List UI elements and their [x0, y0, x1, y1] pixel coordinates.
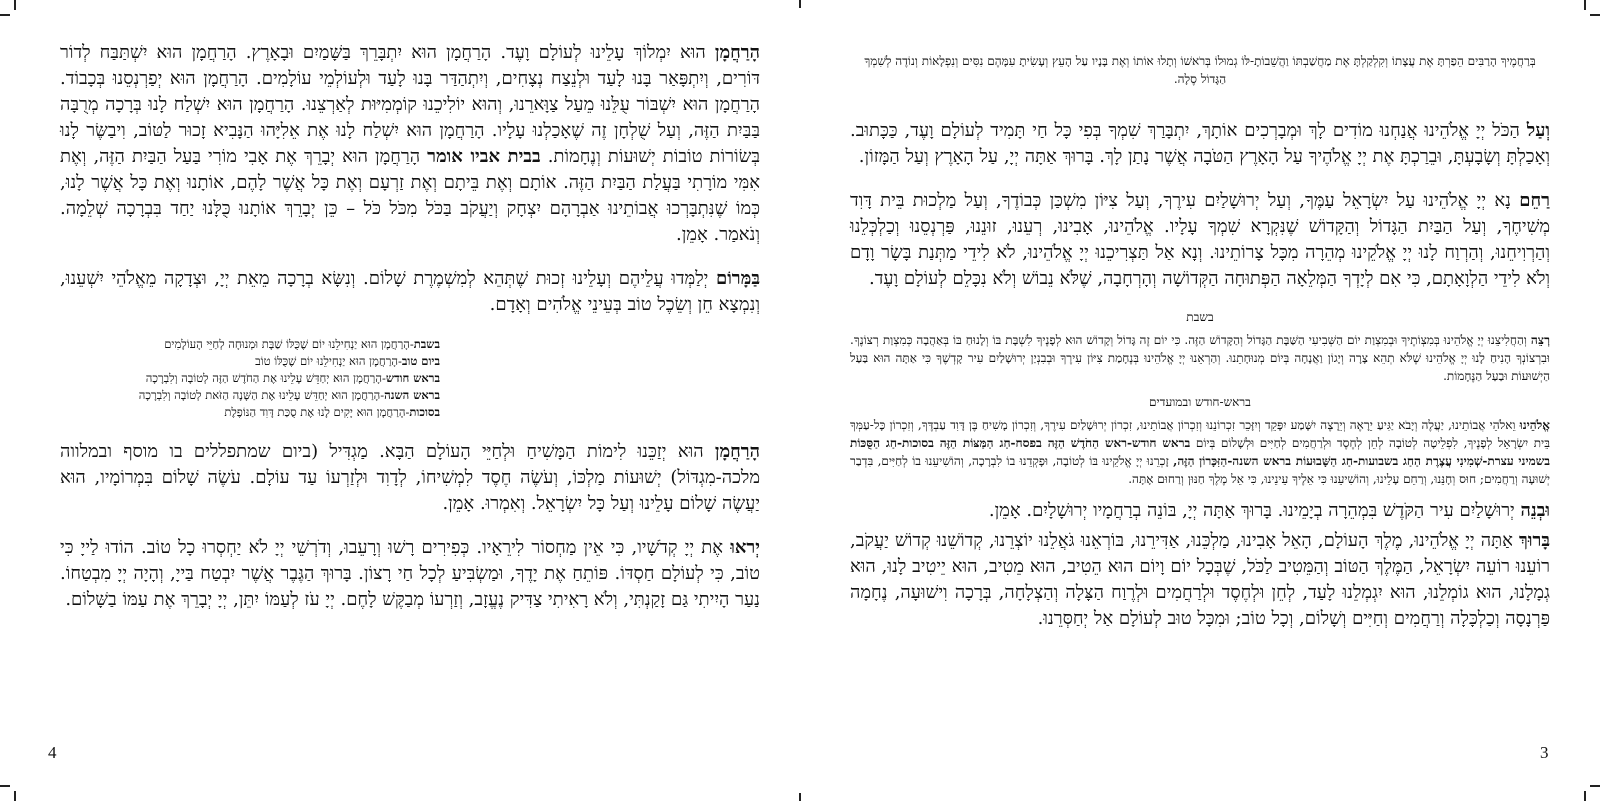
- section-title-shabbat: בשבת: [1186, 310, 1214, 324]
- paragraph-text: נָא יְיָ אֱלֹהֵינוּ עַל יִשְׂרָאֵל עַמֶּךָ, וְעַל יְרוּשָׁלַיִם עִירֶךָ, וְעַל צִיּוֹן מִשְׁכַּן כְּבוֹדֶךָ, וְעַל מַלְכוּת בֵּית דָּוִד מְשִׁיחֶךָ, וְעַל הַבַּיִת הַגָּדוֹל וְהַקָּדוֹשׁ שֶׁנִּקְרָא שִׁמְךָ עָלָיו. אֱלֹהֵינוּ, אָבִינוּ, רְעֵנוּ, זוּנֵנוּ, פַּרְנְסֵנוּ וְכַלְכְּלֵנוּ וְהַרְוִיחֵנוּ, וְהַרְוַח לָנוּ יְיָ אֱלֹקֵינוּ מְהֵרָה מִכָּל צָרוֹתֵינוּ. וְנָא אַל תַּצְרִיכֵנוּ יְיָ אֱלֹהֵינוּ, לֹא לִידֵי מַתְּנַת בָּשָׂר וָדָם וְלֹא לִידֵי הַלְוָאָתָם, כִּי אִם לְיָדְךָ הַמְּלֵאָה הַפְּתוּחָה הַקְּדוֹשָׁה וְהָרְחָבָה, שֶׁלֹּא נֵבוֹשׁ וְלֹא נִכָּלֵם לְעוֹלָם וָעֶד.: [850, 190, 1550, 289]
- crop-mark: [1590, 785, 1600, 787]
- paragraph-lead: יְראוּ: [730, 537, 760, 558]
- paragraph-lead: רְצֵה: [1530, 333, 1550, 347]
- crop-mark: [14, 0, 16, 10]
- paragraph-bamarom: [60, 266, 760, 318]
- paragraph-label: בבית אביו אומר: [427, 146, 541, 167]
- paragraph-lead: וּבְנֵה: [1520, 500, 1550, 521]
- paragraph-harachaman-2: [60, 439, 760, 517]
- paragraph-yiru: [60, 535, 760, 613]
- crop-mark: [799, 0, 801, 8]
- page-left: [60, 40, 760, 780]
- holiday-insertions: [60, 336, 760, 421]
- section-title-rosh-chodesh: בראש-חודש ובמועדים: [1149, 395, 1251, 409]
- paragraph-lead: רַחֵם: [1519, 190, 1550, 211]
- paragraph-retzei: [850, 331, 1550, 385]
- crop-mark: [0, 785, 10, 787]
- crop-mark: [1584, 791, 1586, 801]
- paragraph-lead: אֱלֹהֵינוּ: [1519, 418, 1550, 432]
- paragraph-uvneh: [850, 498, 1550, 524]
- crop-mark: [0, 14, 10, 16]
- crop-mark: [1584, 0, 1586, 10]
- paragraph-text: וֵאלֹהֵי אֲבוֹתֵינוּ, יַעֲלֶה וְיָבֹא יַגִּיעַ יֵרָאֶה וְיֵרָצֶה יִשָּׁמַע יִפָּקֵד וְיִזָּכֵר זִכְרוֹנֵנוּ וְזִכְרוֹן אֲבוֹתֵינוּ, זִכְרוֹן יְרוּשָׁלַיִם עִירֶךָ, וְזִכְרוֹן מָשִׁיחַ בֶּן דָּוִד עַבְדֶּךָ, וְזִכְרוֹן כָּל-עַמְּךָ בֵּית יִשְׂרָאֵל לְפָנֶיךָ, לִפְלֵיטָה לְטוֹבָה לְחֵן לְחֶסֶד וּלְרַחֲמִים לְחַיִּים וּלְשָׁלוֹם בְּיוֹם: [850, 418, 1550, 450]
- paragraph-text: אֶת יְיָ קְדֹשָׁיו, כִּי אֵין מַחְסוֹר לִירֵאָיו. כְּפִירִים רָשׁוּ וְרָעֵבוּ, וְדֹרְשֵׁי יְיָ לֹא יַחְסְרוּ כָל טוֹב. הוֹדוּ לַייָ כִּי טוֹב, כִּי לְעוֹלָם חַסְדּוֹ. פּוֹתֵחַ אֶת יָדֶךָ, וּמַשְׂבִּיעַ לְכָל חַי רָצוֹן. בָּרוּךְ הַגֶּבֶר אֲשֶׁר יִבְטַח בַּייָ, וְהָיָה יְיָ מִבְטַחוֹ. נַעַר הָיִיתִי גַּם זָקַנְתִּי, וְלֹא רָאִיתִי צַדִּיק נֶעֱזָב, וְזַרְעוֹ מְבַקֶּשׁ לָחֶם. יְיָ עֹז לְעַמּוֹ יִתֵּן, יְיָ יְבָרֵךְ אֶת עַמּוֹ בַשָּׁלוֹם.: [60, 537, 760, 610]
- paragraph-text: הוּא יְזַכֵּנוּ לִימוֹת הַמָּשִׁיחַ וּלְחַיֵּי הָעוֹלָם הַבָּא. מַגְדִּיל (ביום שמתפללים בו מוסף ובמלווה מלכה-מִגְדּוֹל) יְשׁוּעוֹת מַלְכּוֹ, וְעֹשֶׂה חֶסֶד לִמְשִׁיחוֹ, לְדָוִד וּלְזַרְעוֹ עַד עוֹלָם. עֹשֶׂה שָׁלוֹם בִּמְרוֹמָיו, הוּא יַעֲשֶׂה שָׁלוֹם עָלֵינוּ וְעַל כָּל יִשְׂרָאֵל. וְאִמְרוּ. אָמֵן.: [60, 441, 760, 514]
- paragraph-lead: בָּרוּךְ: [1519, 530, 1550, 551]
- crop-mark: [799, 793, 801, 801]
- crop-mark: [1590, 14, 1600, 16]
- page-right: [850, 40, 1550, 780]
- holiday-line: בסוכות-הָרַחֲמָן הוּא יָקִים לָנוּ אֶת סֻכַּת דָּוִד הַנּוֹפֶלֶת: [224, 405, 440, 419]
- holiday-line: ביום טוב-הָרַחֲמָן הוּא יַנְחִילֵנוּ יוֹם שֶׁכֻּלּוֹ טוֹב: [255, 354, 440, 368]
- paragraph-text: הַכֹּל יְיָ אֱלֹהֵינוּ אֲנַחְנוּ מוֹדִים לָךְ וּמְבָרְכִים אוֹתָךְ, יִתְבָּרַךְ שִׁמְךָ בְּפִי כָּל חַי תָּמִיד לְעוֹלָם וָעֶד, כַּכָּתוּב. וְאָכַלְתָּ וְשָׂבָעְתָּ, וּבֵרַכְתָּ אֶת יְיָ אֱלֹהֶיךָ עַל הָאָרֶץ הַטֹּבָה אֲשֶׁר נָתַן לָךְ. בָּרוּךְ אַתָּה יְיָ, עַל הָאָרֶץ וְעַל הַמָּזוֹן.: [850, 120, 1550, 167]
- top-note: בְּרַחֲמֶיךָ הָרַבִּים הֵפַרְתָּ אֶת עֲצָתוֹ וְקִלְקַלְתָּ אֶת מַחֲשַׁבְתּוֹ וַהֲשֵׁבוֹתָ-לּוֹ גְמוּלוֹ בְּרֹאשׁוֹ וְתָלוּ אוֹתוֹ וְאֶת בָּנָיו עַל הָעֵץ וְעָשִׂיתָ עִמָּהֶם נִסִּים וְנִפְלָאוֹת וְנוֹדֶה לְשִׁמְךָ הַגָּדוֹל סֶלָה.: [864, 54, 1536, 86]
- crop-mark: [14, 791, 16, 801]
- paragraph-lead: בַּמָּרוֹם: [715, 268, 760, 289]
- page-number-right: 3: [1540, 743, 1549, 762]
- paragraph-lead: הָרַחֲמָן: [714, 42, 760, 63]
- holiday-line: בראש השנה-הָרַחֲמָן הוּא יְחַדֵּשׁ עָלֵינוּ אֶת הַשָּׁנָה הַזֹּאת לְטוֹבָה וְלִבְרָכָה: [138, 388, 440, 402]
- holiday-line: בראש חודש-הָרַחֲמָן הוּא יְחַדֵּשׁ עָלֵינוּ אֶת הַחֹדֶשׁ הַזֶּה לְטוֹבָה וְלִבְרָכָה: [145, 371, 440, 385]
- paragraph-text: וְהַחֲלִיצֵנוּ יְיָ אֱלֹהֵינוּ בְּמִצְוֹתֶיךָ וּבְמִצְוַת יוֹם הַשְּׁבִיעִי הַשַּׁבָּת הַגָּדוֹל וְהַקָּדוֹשׁ הַזֶּה. כִּי יוֹם זֶה גָּדוֹל וְקָדוֹשׁ הוּא לְפָנֶיךָ לִשְׁבָּת בּוֹ וְלָנוּחַ בּוֹ בְּאַהֲבָה כְּמִצְוַת רְצוֹנֶךָ. וּבִרְצוֹנְךָ הָנִיחַ לָנוּ יְיָ אֱלֹהֵינוּ שֶׁלֹּא תְהֵא צָרָה וְיָגוֹן וַאֲנָחָה בְּיוֹם מְנוּחָתֵנוּ. וְהַרְאֵנוּ יְיָ אֱלֹהֵינוּ בְּנֶחָמַת צִיּוֹן עִירֶךָ וּבְבִנְיַן יְרוּשָׁלַיִם עִיר קָדְשֶׁךָ כִּי אַתָּה הוּא בַּעַל הַיְשׁוּעוֹת וּבַעַל הַנֶּחָמוֹת.: [850, 333, 1550, 383]
- paragraph-baruch: [850, 528, 1550, 632]
- paragraph-text: יְלַמְּדוּ עֲלֵיהֶם וְעָלֵינוּ זְכוּת שֶׁתְּהֵא לְמִשְׁמֶרֶת שָׁלוֹם. וְנִשָּׂא בְרָכָה מֵאֵת יְיָ, וּצְדָקָה מֵאֱלֹהֵי יִשְׁעֵנוּ, וְנִמְצָא חֵן וְשֵׂכֶל טוֹב בְּעֵינֵי אֱלֹהִים וְאָדָם.: [60, 268, 760, 315]
- paragraph-lead: וְעַל: [1526, 120, 1550, 141]
- paragraph-veal: [850, 118, 1550, 170]
- holiday-names: בראש חודש-ראש הַחֹדֶשׁ הַזֶּה בפסח-חַג הַמַּצּוֹת הַזֶּה בסוכות-חַג הַסֻּכּוֹת בשמיני עצרת-שְׁמִינִי עֲצֶרֶת הַחַג בשבועות-חַג הַשָּׁבוּעוֹת בראש השנה-הַזִּכָּרוֹן הַזֶּה,: [850, 436, 1550, 468]
- paragraph-yaaleh: [850, 416, 1550, 488]
- paragraph-text: הוּא יִמְלוֹךְ עָלֵינוּ לְעוֹלָם וָעֶד. הָרַחֲמָן הוּא יִתְבָּרֵךְ בַּשָּׁמַיִם וּבָאָרֶץ. הָרַחֲמָן הוּא יִשְׁתַּבַּח לְדוֹר דּוֹרִים, וְיִתְפָּאַר בָּנוּ לָעַד וּלְנֵצַח נְצָחִים, וְיִתְהַדַּר בָּנוּ לָעַד וּלְעוֹלְמֵי עוֹלָמִים. הָרַחֲמָן הוּא יְפַרְנְסֵנוּ בְּכָבוֹד. הָרַחֲמָן הוּא יִשְׁבּוֹר עֻלֵּנוּ מֵעַל צַוָּארֵנוּ, וְהוּא יוֹלִיכֵנוּ קוֹמְמִיּוּת לְאַרְצֵנוּ. הָרַחֲמָן הוּא יִשְׁלַח לָנוּ בְּרָכָה מְרֻבָּה בַּבַּיִת הַזֶּה, וְעַל שֻׁלְחָן זֶה שֶׁאָכַלְנוּ עָלָיו. הָרַחֲמָן הוּא יִשְׁלַח לָנוּ אֶת אֵלִיָּהוּ הַנָּבִיא זָכוּר לַטּוֹב, וִיבַשֶּׂר לָנוּ בְּשׂוֹרוֹת טוֹבוֹת יְשׁוּעוֹת וְנֶחָמוֹת.: [60, 42, 760, 167]
- paragraph-harachaman-1: [60, 40, 760, 248]
- paragraph-lead: הָרַחֲמָן: [714, 441, 760, 462]
- holiday-line: בשבת-הָרַחֲמָן הוּא יַנְחִילֵנוּ יוֹם שֶׁכֻּלּוֹ שַׁבָּת וּמְנוּחָה לְחַיֵּי הָעוֹלָמִים: [164, 337, 440, 351]
- paragraph-text: הָרַחֲמָן הוּא יְבָרֵךְ אֶת אָבִי מוֹרִי בַּעַל הַבַּיִת הַזֶּה, וְאֶת אִמִּי מוֹרָתִי בַּעֲלַת הַבַּיִת הַזֶּה. אוֹתָם וְאֶת בֵּיתָם וְאֶת זַרְעָם וְאֶת כָּל אֲשֶׁר לָהֶם, אוֹתָנוּ וְאֶת כָּל אֲשֶׁר לָנוּ, כְּמוֹ שֶׁנִּתְבָּרְכוּ אֲבוֹתֵינוּ אַבְרָהָם יִצְחָק וְיַעֲקֹב בַּכֹּל מִכֹּל כֹּל – כֵּן יְבָרֵךְ אוֹתָנוּ כֻּלָּנוּ יַחַד בִּבְרָכָה שְׁלֵמָה. וְנֹאמַר. אָמֵן.: [60, 146, 760, 245]
- page-number-left: 4: [48, 743, 57, 762]
- paragraph-text: זָכְרֵנוּ יְיָ אֱלֹקֵינוּ בּוֹ לְטוֹבָה, וּפָקְדֵנוּ בוֹ לִבְרָכָה, וְהוֹשִׁיעֵנוּ בוֹ לְחַיִּים, בִּדְבַר יְשׁוּעָה וְרַחֲמִים; חוּס וְחָנֵּנוּ, וְרַחֵם עָלֵינוּ, וְהוֹשִׁיעֵנוּ כִּי אֵלֶיךָ עֵינֵינוּ, כִּי אֵל מֶלֶךְ חַנּוּן וְרַחוּם אָתָּה.: [850, 454, 1550, 486]
- paragraph-rachem: [850, 188, 1550, 292]
- paragraph-text: אַתָּה יְיָ אֱלֹהֵינוּ, מֶלֶךְ הָעוֹלָם, הָאֵל אָבִינוּ, מַלְכֵּנוּ, אַדִּירֵנוּ, בּוֹרְאֵנוּ גֹּאֲלֵנוּ יוֹצְרֵנוּ, קְדוֹשֵׁנוּ קְדוֹשׁ יַעֲקֹב, רוֹעֵנוּ רוֹעֵה יִשְׂרָאֵל, הַמֶּלֶךְ הַטּוֹב וְהַמֵּטִיב לַכֹּל, שֶׁבְּכָל יוֹם וָיוֹם הוּא הֵטִיב, הוּא מֵטִיב, הוּא יֵיטִיב לָנוּ, הוּא גְמָלָנוּ, הוּא גוֹמְלֵנוּ, הוּא יִגְמְלֵנוּ לָעַד, לְחֵן וּלְחֶסֶד וּלְרַחֲמִים וּלְרֶוַח הַצָּלָה וְהַצְלָחָה, בְּרָכָה וִישׁוּעָה, נֶחָמָה פַּרְנָסָה וְכַלְכָּלָה וְרַחֲמִים וְחַיִּים וְשָׁלוֹם, וְכָל טוֹב; וּמִכָּל טוּב לְעוֹלָם אַל יְחַסְּרֵנוּ.: [850, 530, 1550, 629]
- paragraph-text: יְרוּשָׁלַיִם עִיר הַקֹּדֶשׁ בִּמְהֵרָה בְיָמֵינוּ. בָּרוּךְ אַתָּה יְיָ, בּוֹנֵה בְרַחֲמָיו יְרוּשָׁלָיִם. אָמֵן.: [988, 500, 1515, 521]
